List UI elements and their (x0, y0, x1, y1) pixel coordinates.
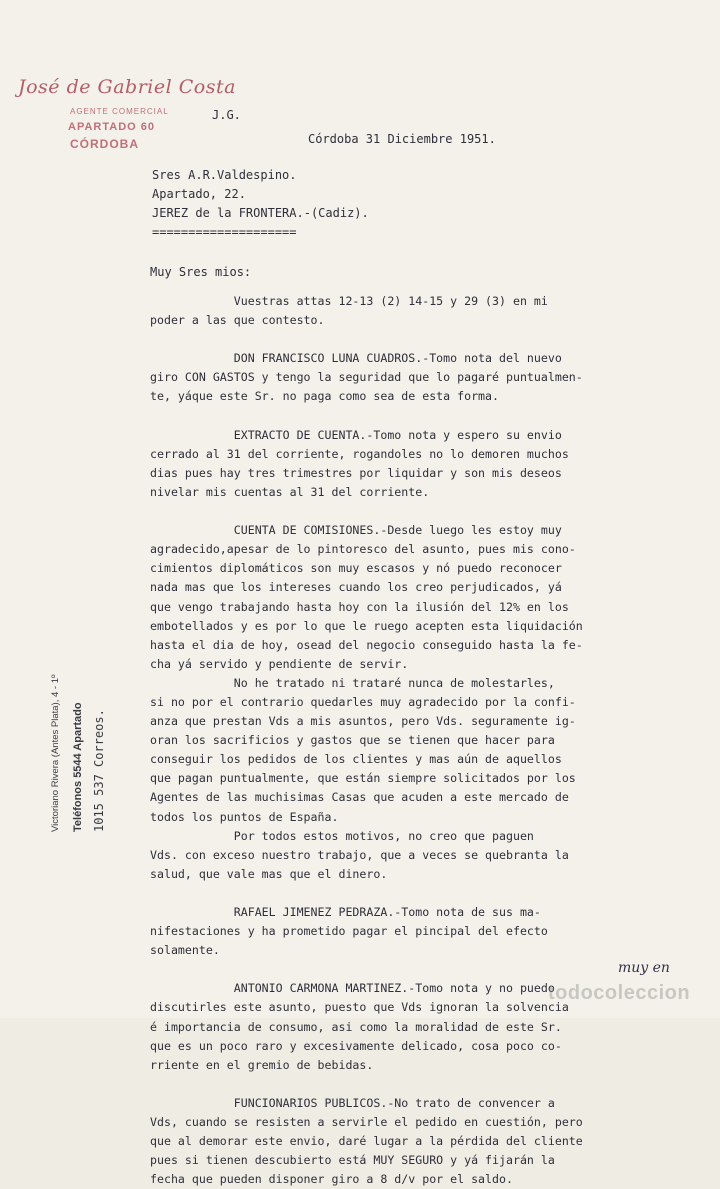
salutation: Muy Sres mios: (150, 265, 252, 279)
letterhead-city: CÓRDOBA (70, 137, 139, 151)
sidebar-numbers: 1015 537 Correos. (92, 709, 106, 832)
recipient-address: Sres A.R.Valdespino. Apartado, 22. JEREZ de la FRONTERA.-(Cadiz). ==================== (152, 168, 369, 239)
watermark: todocoleccion (548, 982, 691, 1004)
letterhead-name: José de Gabriel Costa (18, 76, 236, 98)
letter-body: Vuestras attas 12-13 (2) 14-15 y 29 (3) en mi poder a las que contesto. DON FRANCISCO LUNA CUADROS.-Tomo nota del nuevo giro CON GASTOS y tengo la seguridad que lo pagaré puntualmen- te, yáque este Sr. no paga como sea de esta forma. EXTRACTO DE CUENTA.-Tomo nota y espero su envio cerrado al 31 del corriente, rogandoles no lo demoren muchos dias pues hay tres trimestres por liquidar y son mis deseos nivelar mis cuentas al 31 del corriente. CUENTA DE COMISIONES.-Desde luego les estoy muy agradecido,apesar de lo pintoresco del asunto, pues mis cono- cimientos diplomáticos son muy escasos y nó puedo reconocer nada mas que los intereses cuando los creo perjudicados, yá que vengo trabajando hasta hoy con la ilusión del 12% en los embotellados y es por lo que le ruego acepten esta liquidación hasta el dia de hoy, osead del negocio conseguido hasta la fe- cha yá servido y pendiente de servir. No he tratado ni trataré nunca de molestarles, si no por el contrario quedarles muy agradecido por la confi- anza que prestan Vds a mis asuntos, pero Vds. seguramente ig- oran los sacrificios y gastos que se tienen que hacer para conseguir los pedidos de los clientes y mas aún de aquellos que pagan puntualmente, que están siempre solicitados por los Agentes de las muchisimas Casas que acuden a este mercado de todos los puntos de España. Por todos estos motivos, no creo que paguen Vds. con exceso nuestro trabajo, que a veces se quebranta la salud, que vale mas que el dinero. RAFAEL JIMENEZ PEDRAZA.-Tomo nota de sus ma- nifestaciones y ha prometido pagar el pincipal del efecto solamente. ANTONIO CARMONA MARTINEZ.-Tomo nota y no puedo discutirles este asunto, puesto que Vds ignoran la solvencia é importancia de consumo, asi como la moralidad de este Sr. que es un poco raro y excesivamente delicado, cosa poco co- rriente en el gremio de bebidas. FUNCIONARIOS PUBLICOS.-No trato de convencer a Vds, cuando se resisten a servirle el pedido en cuestión, pero que al demorar este envio, daré lugar a la pérdida del cliente pues si tienen descubierto está MUY SEGURO y yá fijarán la fecha que pueden disponer giro a 8 d/v por el saldo. (150, 294, 583, 1187)
letter-date: Córdoba 31 Diciembre 1951. (308, 132, 496, 146)
letterhead-subtitle: AGENTE COMERCIAL (70, 107, 169, 116)
sidebar-address: Victoriano Rivera (Antes Plata), 4 - 1º (50, 674, 61, 832)
initials: J.G. (212, 108, 241, 122)
letterhead-apartado: APARTADO 60 (68, 121, 155, 133)
sidebar-phones: Teléfonos 5544 Apartado (72, 702, 84, 832)
handwritten-note: muy en (618, 960, 670, 976)
